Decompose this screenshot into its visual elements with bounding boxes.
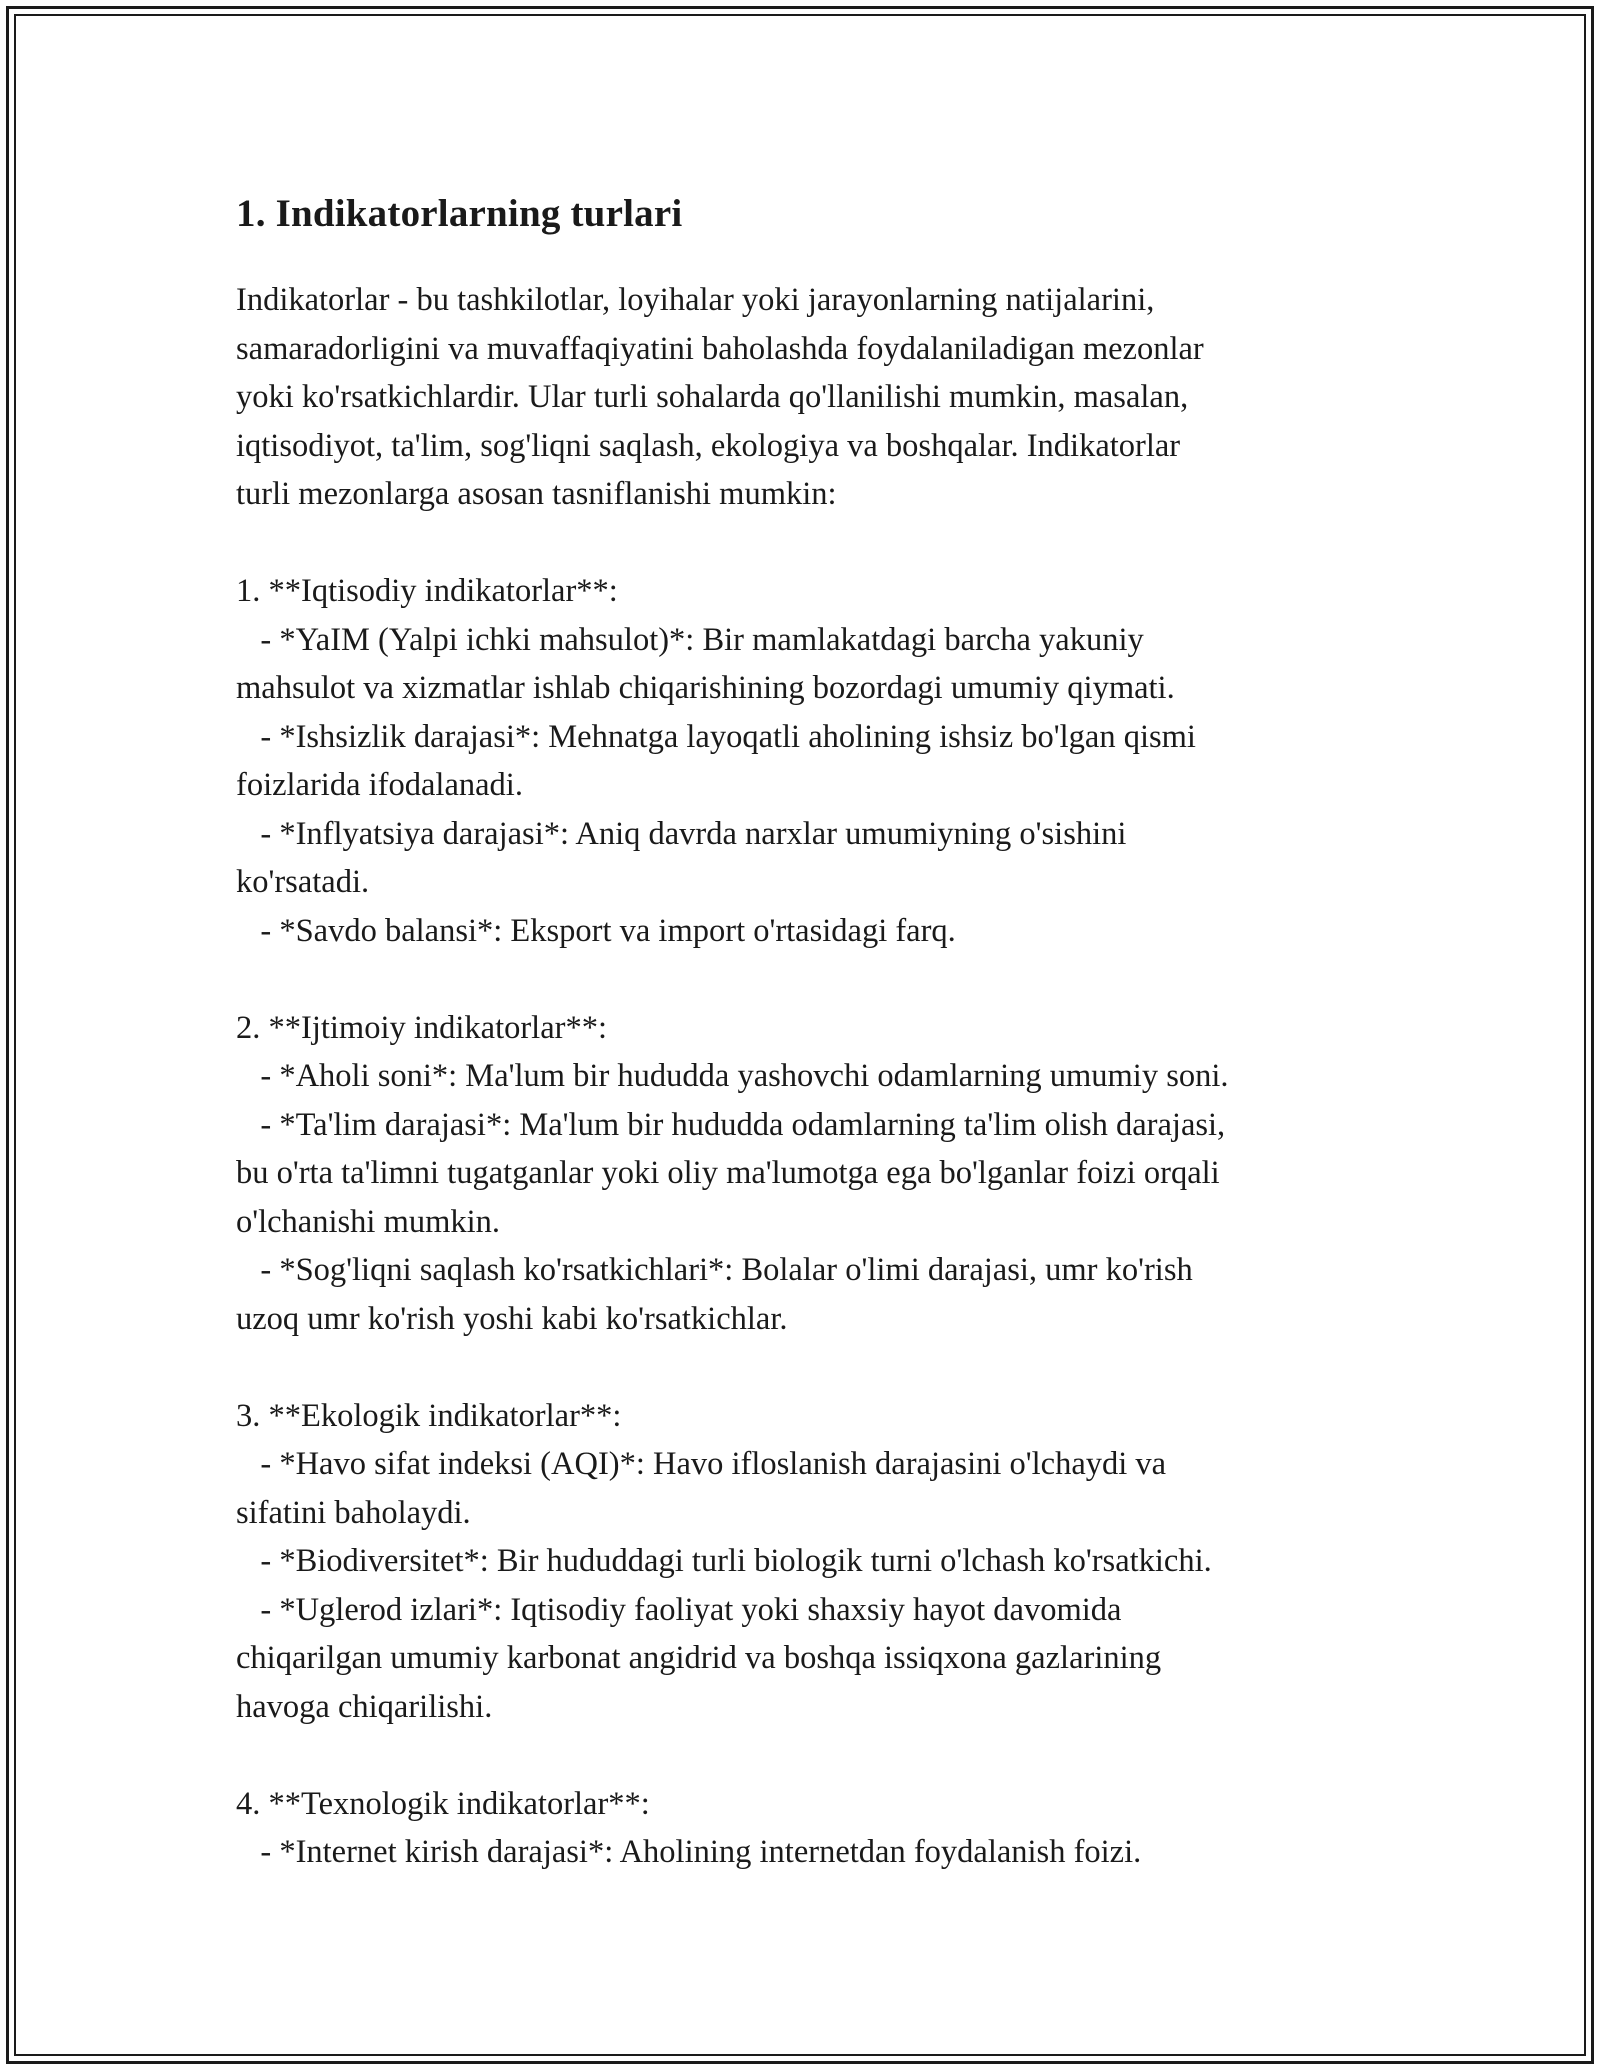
document-page (236, 184, 1386, 1877)
document-title: 1. Indikatorlarning turlari (236, 192, 683, 235)
document-body: Indikatorlar - bu tashkilotlar, loyihalar yoki jarayonlarning natijalarini, samaradorligini va muvaffaqiyatini baholashda foydalaniladigan mezonlar yoki ko'rsatkichlardir. Ular turli sohalarda qo'llanilishi mumkin, masalan, iqtisodiyot, ta'lim, sog'liqni saqlash, ekologiya va boshqalar. Indikatorlar turli mezonlarga asosan tasniflanishi mumkin: 1. **Iqtisodiy indikatorlar**: - *YaIM (Yalpi ichki mahsulot)*: Bir mamlakatdagi barcha yakuniy mahsulot va xizmatlar ishlab chiqarishining bozordagi umumiy qiymati. - *Ishsizlik darajasi*: Mehnatga layoqatli aholining ishsiz bo'lgan qismi foizlarida ifodalanadi. - *Inflyatsiya darajasi*: Aniq davrda narxlar umumiyning o'sishini ko'rsatadi. - *Savdo balansi*: Eksport va import o'rtasidagi farq. 2. **Ijtimoiy indikatorlar**: - *Aholi soni*: Ma'lum bir hududda yashovchi odamlarning umumiy soni. - *Ta'lim darajasi*: Ma'lum bir hududda odamlarning ta'lim olish darajasi, bu o'rta ta'limni tugatganlar yoki oliy ma'lumotga ega bo'lganlar foizi orqali o'lchanishi mumkin. - *Sog'liqni saqlash ko'rsatkichlari*: Bolalar o'limi darajasi, umr ko'rish uzoq umr ko'rish yoshi kabi ko'rsatkichlar. 3. **Ekologik indikatorlar**: - *Havo sifat indeksi (AQI)*: Havo ifloslanish darajasini o'lchaydi va sifatini baholaydi. - *Biodiversitet*: Bir hududdagi turli biologik turni o'lchash ko'rsatkichi. - *Uglerod izlari*: Iqtisodiy faoliyat yoki shaxsiy hayot davomida chiqarilgan umumiy karbonat angidrid va boshqa issiqxona gazlarining havoga chiqarilishi. 4. **Texnologik indikatorlar**: - *Internet kirish darajasi*: Aholining internetdan foydalanish foizi. (236, 282, 1229, 1870)
